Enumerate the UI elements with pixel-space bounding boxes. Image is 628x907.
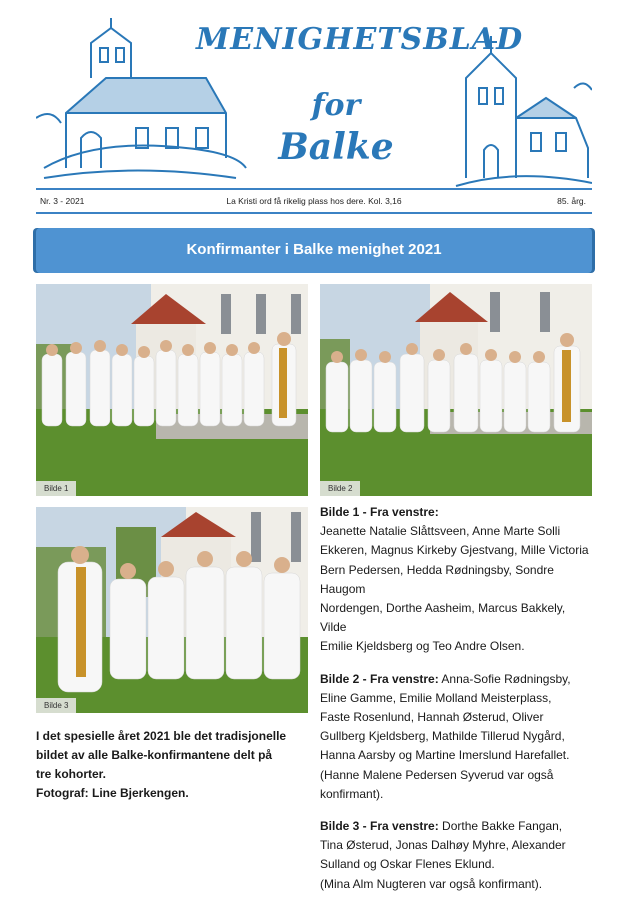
names-line: Jeanette Natalie Slåttsveen, Anne Marte Solli bbox=[320, 524, 561, 539]
names-photo-1 bbox=[320, 503, 595, 657]
volume-year: 85. årg. bbox=[557, 196, 586, 206]
names-line: Anna-Sofie Rødningsby, bbox=[438, 671, 571, 686]
article-title: Konfirmanter i Balke menighet 2021 bbox=[186, 241, 442, 258]
names-line: Ekkeren, Magnus Kirkeby Gjestvang, Mille Victoria bbox=[320, 543, 589, 558]
names-line: Nordengen, Dorthe Aasheim, Marcus Bakkely, Vilde bbox=[320, 601, 566, 635]
photo-2-image bbox=[320, 284, 592, 496]
masthead-title: MENIGHETSBLAD bbox=[196, 22, 524, 57]
names-line: Hanna Aarsby og Martine Imerslund Harefallet. bbox=[320, 748, 570, 763]
names-line: Bern Pedersen, Hedda Rødningsby, Sondre Haugom bbox=[320, 562, 554, 596]
names-line: Faste Rosenlund, Hannah Østerud, Oliver bbox=[320, 710, 544, 725]
photo-3-label: Bilde 3 bbox=[36, 698, 76, 713]
photographer-credit: Fotograf: Line Bjerkengen. bbox=[36, 786, 189, 800]
names-line: Tina Østerud, Jonas Dalhøy Myhre, Alexander bbox=[320, 838, 566, 853]
names-photo-2 bbox=[320, 670, 595, 804]
masthead-parish: Balke bbox=[278, 126, 394, 168]
photo-3 bbox=[36, 507, 308, 713]
caption-line: I det spesielle året 2021 ble det tradisjonelle bbox=[36, 729, 287, 743]
names-line: Emilie Kjeldsberg og Teo Andre Olsen. bbox=[320, 639, 525, 654]
issue-info-bar bbox=[36, 188, 592, 214]
masthead-for: for bbox=[311, 88, 361, 123]
photo-2 bbox=[320, 284, 592, 496]
names-heading: Bilde 2 - Fra venstre: bbox=[320, 671, 439, 686]
issue-number: Nr. 3 - 2021 bbox=[40, 196, 85, 206]
names-line: Sulland og Oskar Flenes Eklund. bbox=[320, 857, 495, 872]
names-heading: Bilde 3 - Fra venstre: bbox=[320, 819, 439, 834]
caption-line: bildet av alle Balke-konfirmantene delt på bbox=[36, 748, 273, 762]
names-photo-3 bbox=[320, 817, 595, 894]
photo-caption bbox=[36, 727, 306, 803]
names-heading: Bilde 1 - Fra venstre: bbox=[320, 505, 439, 519]
photo-2-label: Bilde 2 bbox=[320, 481, 360, 496]
right-church-drawing bbox=[456, 36, 592, 186]
photo-1-label: Bilde 1 bbox=[36, 481, 76, 496]
photo-3-image bbox=[36, 507, 308, 713]
names-line: Dorthe Bakke Fangan, bbox=[438, 819, 563, 834]
article-banner bbox=[36, 228, 592, 273]
names-line: konfirmant). bbox=[320, 786, 384, 801]
masthead bbox=[36, 18, 592, 188]
photo-1-image bbox=[36, 284, 308, 496]
names-line: Gullberg Kjeldsberg, Mathilde Tillerud Nygård, bbox=[320, 729, 565, 744]
caption-line: tre kohorter. bbox=[36, 767, 107, 781]
photo-1 bbox=[36, 284, 308, 496]
names-line: (Mina Alm Nugteren var også konfirmant). bbox=[320, 876, 543, 891]
motto: La Kristi ord få rikelig plass hos dere. Kol. 3,16 bbox=[226, 196, 402, 206]
names-line: Eline Gamme, Emilie Molland Meisterplass, bbox=[320, 690, 552, 705]
confirmand-names bbox=[320, 503, 595, 907]
names-line: (Hanne Malene Pedersen Syverud var også bbox=[320, 767, 554, 782]
